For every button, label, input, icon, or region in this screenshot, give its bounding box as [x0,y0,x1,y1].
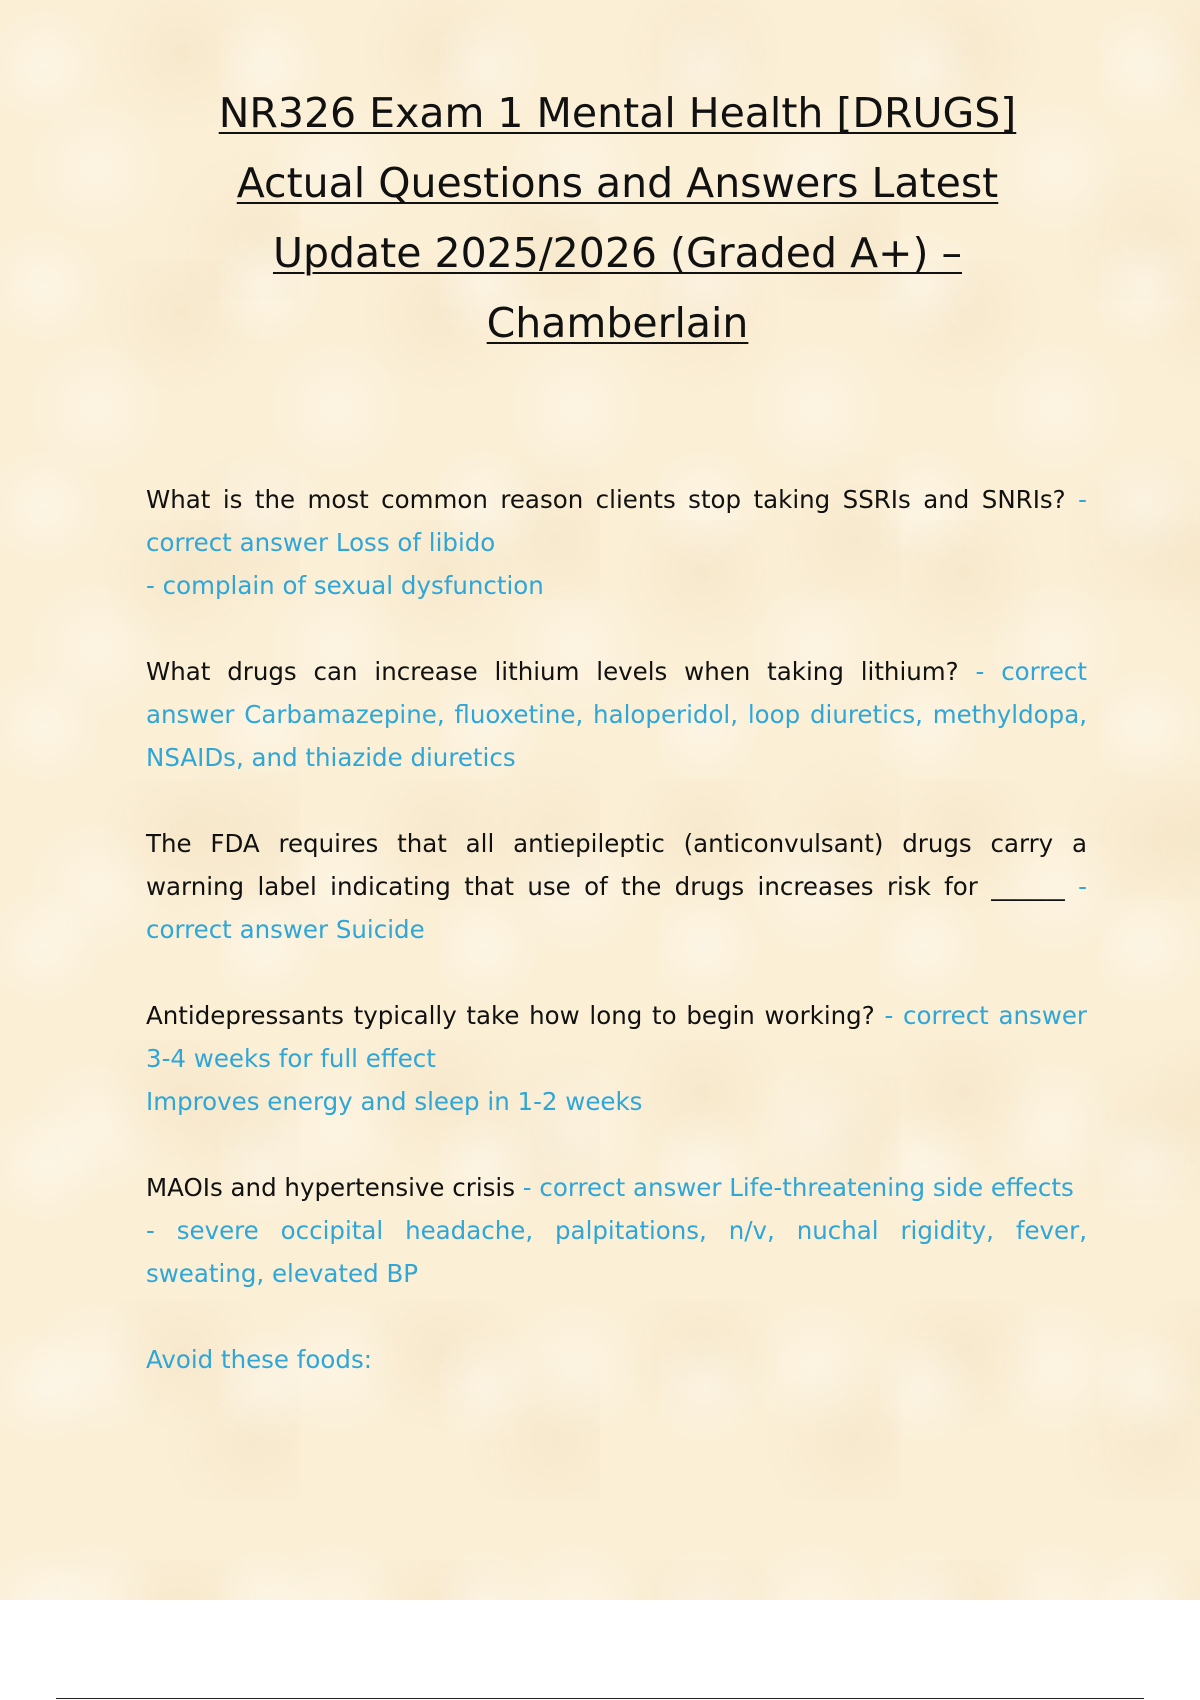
qa-item [146,994,1087,1123]
qa-item [146,478,1087,607]
footer-divider [56,1698,1144,1699]
document-title [150,78,1085,358]
answer-text: - correct answer Carbamazepine, fluoxetine, haloperidol, loop diuretics, methyldopa, NSAIDs, and thiazide diuretics [146,657,1087,772]
qa-list [146,478,1087,1381]
answer-text: - correct answer Suicide [146,872,1087,944]
title-line-3: Update 2025/2026 (Graded A+) – [272,229,963,277]
answer-text: - correct answer Life-threatening side effects [514,1173,1074,1202]
answer-text: - correct answer Loss of libido [146,485,1087,557]
title-line-4: Chamberlain [486,299,749,347]
question-text: The FDA requires that all antiepileptic (anticonvulsant) drugs carry a warning label indicating that use of the drugs increases risk for ______ [146,829,1087,901]
qa-item [146,822,1087,951]
answer-extra-line: - complain of sexual dysfunction [146,571,544,600]
qa-item [146,650,1087,779]
trailing-answer-text: Avoid these foods: [146,1345,372,1374]
question-text: MAOIs and hypertensive crisis [146,1173,515,1202]
question-text: What drugs can increase lithium levels when taking lithium? [146,657,959,686]
title-line-2: Actual Questions and Answers Latest [236,159,999,207]
qa-item [146,1166,1087,1295]
title-line-1: NR326 Exam 1 Mental Health [DRUGS] [218,89,1017,137]
answer-extra-line: Improves energy and sleep in 1-2 weeks [146,1087,643,1116]
question-text: What is the most common reason clients stop taking SSRIs and SNRIs? [146,485,1066,514]
answer-text: - correct answer 3-4 weeks for full effect [146,1001,1087,1073]
question-text: Antidepressants typically take how long to begin working? [146,1001,875,1030]
answer-extra-line: - severe occipital headache, palpitations, n/v, nuchal rigidity, fever, sweating, elevated BP [146,1216,1087,1288]
